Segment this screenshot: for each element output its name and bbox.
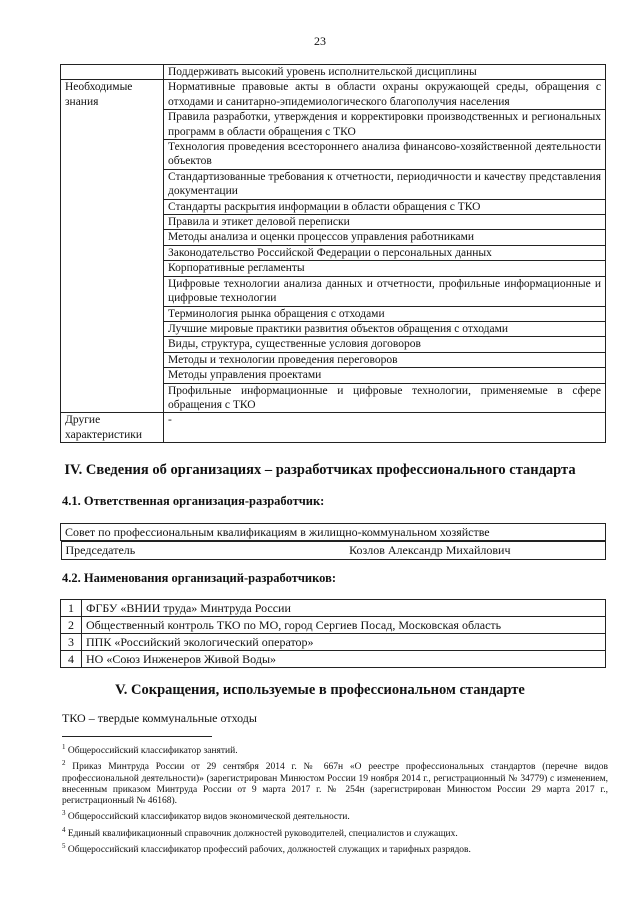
section-4-title: IV. Сведения об организациях – разработчиках профессионального стандарта [64, 462, 576, 478]
council-name: Совет по профессиональным квалификациям в жилищно-коммунальном хозяйстве [61, 524, 606, 541]
knowledge-item: Технология проведения всестороннего анализа финансово-хозяйственной деятельности объектов [164, 140, 606, 170]
other-label: Другие характеристики [61, 413, 164, 443]
knowledge-item: Законодательство Российской Федерации о персональных данных [164, 245, 606, 260]
footnote-text: Общероссийский классификатор профессий рабочих, должностей служащих и тарифных разрядов. [67, 845, 471, 856]
table-row [61, 600, 606, 617]
footnote-divider [62, 736, 212, 737]
knowledge-item: Терминология рынка обращения с отходами [164, 306, 606, 321]
footnote [62, 758, 608, 807]
page-number: 23 [314, 34, 326, 48]
footnote [62, 808, 608, 823]
footnotes [62, 742, 608, 857]
footnote [62, 841, 608, 856]
chair-name: Козлов Александр Михайлович [349, 543, 511, 558]
footnote-mark: 4 [62, 825, 66, 834]
table-row [61, 541, 606, 560]
footnote-text: Общероссийский классификатор занятий. [67, 746, 238, 757]
chair-cell [61, 541, 606, 559]
knowledge-item: Стандартизованные требования к отчетности, периодичности и качеству представления документации [164, 169, 606, 199]
footnote [62, 825, 608, 840]
chair-label: Председатель [65, 543, 136, 558]
org-number: 2 [61, 617, 82, 634]
knowledge-item: Цифровые технологии анализа данных и отчетности, профильные информационные и цифровые технологии [164, 276, 606, 306]
footnote-text: Приказ Минтруда России от 29 сентября 2014 г. № 667н «О реестре профессиональных стандартов (перечне видов профессиональной деятельности)» (зарегистрирован Минюстом России 19 ноября 2014 г., регистрационный № 34779) с изменением, внесенным приказом Минтруда России от 9 марта 2017 г. № 254н (зарегистрирован Минюстом России 29 марта 2017 г., регистрационный № 46168). [62, 762, 608, 807]
knowledge-item: Виды, структура, существенные условия договоров [164, 337, 606, 352]
knowledge-item: Лучшие мировые практики развития объектов обращения с отходами [164, 321, 606, 336]
developer-orgs-table [60, 599, 606, 668]
org-name: ФГБУ «ВНИИ труда» Минтруда России [82, 600, 606, 617]
section-4-2-title: 4.2. Наименования организаций-разработчиков: [62, 571, 336, 585]
footnote-mark: 3 [62, 809, 66, 818]
footnote-mark: 5 [62, 842, 66, 851]
org-name: ППК «Российский экологический оператор» [82, 634, 606, 651]
knowledge-item: Методы и технологии проведения переговоров [164, 352, 606, 367]
footnote-text: Единый квалификационный справочник должностей руководителей, специалистов и служащих. [67, 828, 458, 839]
knowledge-item: Методы управления проектами [164, 368, 606, 383]
org-number: 3 [61, 634, 82, 651]
table-row [61, 634, 606, 651]
footnote-mark: 2 [62, 759, 66, 768]
knowledge-item: Методы анализа и оценки процессов управления работниками [164, 230, 606, 245]
table-row [61, 617, 606, 634]
table-row [61, 65, 606, 80]
org-name: НО «Союз Инженеров Живой Воды» [82, 651, 606, 668]
table-row [61, 80, 606, 110]
section-4-1-title: 4.1. Ответственная организация-разработчик: [62, 494, 325, 508]
table-row [61, 651, 606, 668]
knowledge-item: Нормативные правовые акты в области охраны окружающей среды, обращения с отходами и санитарно-эпидемиологического благополучия населения [164, 80, 606, 110]
knowledge-item: Корпоративные регламенты [164, 261, 606, 276]
table-row [61, 524, 606, 541]
org-number: 4 [61, 651, 82, 668]
footnote-text: Общероссийский классификатор видов экономической деятельности. [67, 812, 350, 823]
footnote-mark: 1 [62, 743, 66, 751]
knowledge-item: Стандарты раскрытия информации в области обращения с ТКО [164, 199, 606, 214]
knowledge-item: Профильные информационные и цифровые технологии, применяемые в сфере обращения с ТКО [164, 383, 606, 413]
knowledge-table [60, 64, 606, 443]
knowledge-item: Правила и этикет деловой переписки [164, 215, 606, 230]
knowledge-label: Необходимые знания [61, 80, 164, 413]
org-name: Общественный контроль ТКО по МО, город Сергиев Посад, Московская область [82, 617, 606, 634]
table-cell: Поддерживать высокий уровень исполнительской дисциплины [164, 65, 606, 80]
table-cell-empty [61, 65, 164, 80]
other-value: - [164, 413, 606, 443]
table-row [61, 413, 606, 443]
section-5-title: V. Сокращения, используемые в профессиональном стандарте [115, 682, 525, 698]
abbreviation-entry: ТКО – твердые коммунальные отходы [62, 711, 257, 725]
footnote [62, 742, 608, 757]
knowledge-item: Правила разработки, утверждения и корректировки производственных и региональных программ в области обращения с ТКО [164, 110, 606, 140]
org-number: 1 [61, 600, 82, 617]
responsible-org-table [60, 523, 606, 560]
